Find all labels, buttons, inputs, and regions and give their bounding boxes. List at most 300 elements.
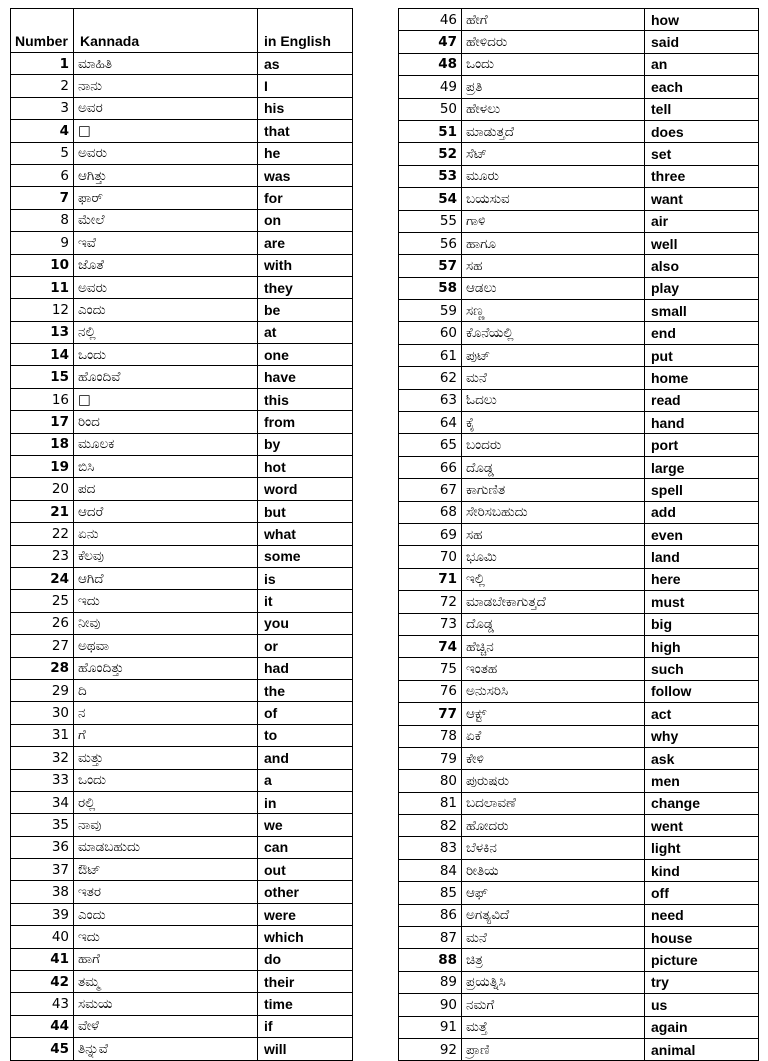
kannada-word: ಮೂಲಕ xyxy=(74,433,258,455)
english-word: was xyxy=(258,164,353,186)
table-row xyxy=(399,120,759,142)
table-row xyxy=(399,949,759,971)
table-row xyxy=(11,747,353,769)
row-number: 84 xyxy=(399,859,462,881)
kannada-word: ಜೊತೆ xyxy=(74,254,258,276)
row-number: 75 xyxy=(399,658,462,680)
table-row xyxy=(399,98,759,120)
table-row xyxy=(11,478,353,500)
row-number: 48 xyxy=(399,53,462,75)
table-row xyxy=(399,971,759,993)
row-number: 28 xyxy=(11,657,74,679)
english-word: big xyxy=(645,613,759,635)
row-number: 18 xyxy=(11,433,74,455)
row-number: 55 xyxy=(399,210,462,232)
row-number: 23 xyxy=(11,545,74,567)
kannada-word: ಅವರ xyxy=(74,97,258,119)
english-word: ask xyxy=(645,747,759,769)
kannada-word: ಹೇಳಲು xyxy=(462,98,645,120)
english-word: spell xyxy=(645,479,759,501)
row-number: 74 xyxy=(399,635,462,657)
kannada-word: ಇದು xyxy=(74,926,258,948)
english-word: his xyxy=(258,97,353,119)
kannada-word: ಹೇಗೆ xyxy=(462,9,645,31)
row-number: 67 xyxy=(399,479,462,501)
table-row xyxy=(11,567,353,589)
english-word: animal xyxy=(645,1038,759,1060)
kannada-word: ನ xyxy=(74,702,258,724)
kannada-word: ನಮಗೆ xyxy=(462,994,645,1016)
table-row xyxy=(11,254,353,276)
row-number: 43 xyxy=(11,993,74,1015)
table-row xyxy=(399,770,759,792)
english-word: large xyxy=(645,456,759,478)
kannada-word: ಹಾಗೆ xyxy=(74,948,258,970)
table-row xyxy=(11,75,353,97)
row-number: 1 xyxy=(11,53,74,75)
english-word: they xyxy=(258,276,353,298)
english-word: add xyxy=(645,501,759,523)
english-word: that xyxy=(258,120,353,142)
kannada-word: ಮನೆ xyxy=(462,367,645,389)
kannada-word: ಮನೆ xyxy=(462,927,645,949)
kannada-word: ನಲ್ಲಿ xyxy=(74,321,258,343)
row-number: 53 xyxy=(399,165,462,187)
kannada-word: ಸೇರಿಸಬಹುದು xyxy=(462,501,645,523)
row-number: 31 xyxy=(11,724,74,746)
english-word: again xyxy=(645,1016,759,1038)
table-row xyxy=(11,299,353,321)
row-number: 21 xyxy=(11,500,74,522)
english-word: does xyxy=(645,120,759,142)
english-word: we xyxy=(258,814,353,836)
english-word: one xyxy=(258,344,353,366)
table-row xyxy=(11,321,353,343)
table-row xyxy=(399,927,759,949)
row-number: 29 xyxy=(11,679,74,701)
word-table-right xyxy=(398,8,759,1061)
kannada-word: ಅಗತ್ಯವಿದೆ xyxy=(462,904,645,926)
row-number: 37 xyxy=(11,859,74,881)
english-word: of xyxy=(258,702,353,724)
table-row xyxy=(399,882,759,904)
row-number: 89 xyxy=(399,971,462,993)
kannada-word: ಓದಲು xyxy=(462,389,645,411)
english-word: at xyxy=(258,321,353,343)
row-number: 87 xyxy=(399,927,462,949)
english-word: want xyxy=(645,188,759,210)
english-word: in xyxy=(258,791,353,813)
english-word: some xyxy=(258,545,353,567)
english-word: port xyxy=(645,434,759,456)
table-row xyxy=(399,344,759,366)
row-number: 52 xyxy=(399,143,462,165)
kannada-word: ಆಗಿತ್ತು xyxy=(74,164,258,186)
kannada-word: ಸಹ xyxy=(462,523,645,545)
english-word: to xyxy=(258,724,353,746)
english-word: three xyxy=(645,165,759,187)
table-row xyxy=(399,747,759,769)
row-number: 81 xyxy=(399,792,462,814)
row-number: 80 xyxy=(399,770,462,792)
kannada-word: ಇತರ xyxy=(74,881,258,903)
kannada-word: ಪ್ರಾಣಿ xyxy=(462,1038,645,1060)
table-row xyxy=(11,993,353,1015)
english-word: high xyxy=(645,635,759,657)
row-number: 25 xyxy=(11,590,74,612)
kannada-word: ಮೂರು xyxy=(462,165,645,187)
row-number: 8 xyxy=(11,209,74,231)
english-word: such xyxy=(645,658,759,680)
word-table-body xyxy=(399,9,759,1061)
table-row xyxy=(399,53,759,75)
table-row xyxy=(11,657,353,679)
kannada-word: □ xyxy=(74,120,258,142)
table-row xyxy=(399,412,759,434)
english-word: it xyxy=(258,590,353,612)
english-word: and xyxy=(258,747,353,769)
row-number: 19 xyxy=(11,456,74,478)
table-row xyxy=(11,948,353,970)
row-number: 77 xyxy=(399,703,462,725)
kannada-word: ಹೊಂದಿವೆ xyxy=(74,366,258,388)
kannada-word: ಮಾಡುತ್ತದೆ xyxy=(462,120,645,142)
table-row xyxy=(11,859,353,881)
table-row xyxy=(11,971,353,993)
row-number: 82 xyxy=(399,815,462,837)
table-row xyxy=(399,277,759,299)
english-word: try xyxy=(645,971,759,993)
table-row xyxy=(399,792,759,814)
row-number: 16 xyxy=(11,388,74,410)
kannada-word: ಮಾಡಬೇಕಾಗುತ್ತದೆ xyxy=(462,591,645,613)
table-row xyxy=(399,568,759,590)
row-number: 44 xyxy=(11,1015,74,1037)
kannada-word: ಪುರುಷರು xyxy=(462,770,645,792)
row-number: 92 xyxy=(399,1038,462,1060)
english-word: the xyxy=(258,679,353,701)
english-word: will xyxy=(258,1038,353,1060)
row-number: 26 xyxy=(11,612,74,634)
row-number: 10 xyxy=(11,254,74,276)
row-number: 72 xyxy=(399,591,462,613)
row-number: 41 xyxy=(11,948,74,970)
row-number: 15 xyxy=(11,366,74,388)
kannada-word: ಸಮಯ xyxy=(74,993,258,1015)
kannada-word: ಒಂದು xyxy=(462,53,645,75)
table-row xyxy=(11,1015,353,1037)
english-word: I xyxy=(258,75,353,97)
kannada-word: ಗಾಳಿ xyxy=(462,210,645,232)
table-row xyxy=(11,903,353,925)
english-word: well xyxy=(645,232,759,254)
table-row xyxy=(399,680,759,702)
kannada-word: ತಮ್ಮ xyxy=(74,971,258,993)
table-row xyxy=(11,164,353,186)
table-row xyxy=(11,1038,353,1060)
kannada-word: □ xyxy=(74,388,258,410)
table-row xyxy=(399,434,759,456)
kannada-word: ದಿ xyxy=(74,679,258,701)
word-table-left xyxy=(10,8,353,1061)
table-row xyxy=(399,479,759,501)
english-word: you xyxy=(258,612,353,634)
row-number: 58 xyxy=(399,277,462,299)
row-number: 57 xyxy=(399,255,462,277)
table-row xyxy=(11,97,353,119)
english-word: small xyxy=(645,300,759,322)
english-word: went xyxy=(645,815,759,837)
kannada-word: ಅವರು xyxy=(74,142,258,164)
table-row xyxy=(11,388,353,410)
english-word: is xyxy=(258,567,353,589)
kannada-word: ಒಂದು xyxy=(74,344,258,366)
kannada-word: ಒಂದು xyxy=(74,769,258,791)
kannada-word: ಇಂತಹ xyxy=(462,658,645,680)
row-number: 73 xyxy=(399,613,462,635)
kannada-word: ಮಾಡಬಹುದು xyxy=(74,836,258,858)
row-number: 36 xyxy=(11,836,74,858)
english-word: light xyxy=(645,837,759,859)
kannada-word: ನಾವು xyxy=(74,814,258,836)
kannada-word: ಮತ್ತೆ xyxy=(462,1016,645,1038)
kannada-word: ಹೇಳಿದರು xyxy=(462,31,645,53)
kannada-word: ಫಾರ್ xyxy=(74,187,258,209)
row-number: 20 xyxy=(11,478,74,500)
row-number: 33 xyxy=(11,769,74,791)
table-row xyxy=(11,635,353,657)
kannada-word: ಪುಟ್ xyxy=(462,344,645,366)
english-word: play xyxy=(645,277,759,299)
row-number: 32 xyxy=(11,747,74,769)
row-number: 38 xyxy=(11,881,74,903)
kannada-word: ಮೇಲೆ xyxy=(74,209,258,231)
table-row xyxy=(399,9,759,31)
row-number: 49 xyxy=(399,76,462,98)
kannada-word: ರಲ್ಲಿ xyxy=(74,791,258,813)
row-number: 12 xyxy=(11,299,74,321)
kannada-word: ಎಂದು xyxy=(74,299,258,321)
english-word: their xyxy=(258,971,353,993)
row-number: 56 xyxy=(399,232,462,254)
kannada-word: ಪ್ರತಿ xyxy=(462,76,645,98)
english-word: kind xyxy=(645,859,759,881)
row-number: 5 xyxy=(11,142,74,164)
english-word: air xyxy=(645,210,759,232)
row-number: 79 xyxy=(399,747,462,769)
english-word: are xyxy=(258,232,353,254)
table-row xyxy=(11,926,353,948)
table-row xyxy=(11,142,353,164)
english-word: land xyxy=(645,546,759,568)
kannada-word: ವೇಳೆ xyxy=(74,1015,258,1037)
english-word: were xyxy=(258,903,353,925)
table-row xyxy=(11,53,353,75)
english-word: he xyxy=(258,142,353,164)
table-row xyxy=(399,165,759,187)
row-number: 54 xyxy=(399,188,462,210)
kannada-word: ರೀತಿಯ xyxy=(462,859,645,881)
kannada-word: ಇಲ್ಲಿ xyxy=(462,568,645,590)
table-row xyxy=(399,300,759,322)
english-word: house xyxy=(645,927,759,949)
kannada-word: ಕಾಗುಣಿತ xyxy=(462,479,645,501)
kannada-word: ಎಂದು xyxy=(74,903,258,925)
column-header-kannada: Kannada xyxy=(74,9,258,53)
kannada-word: ಏನು xyxy=(74,523,258,545)
table-row xyxy=(11,433,353,455)
table-row xyxy=(399,501,759,523)
table-row xyxy=(11,702,353,724)
english-word: have xyxy=(258,366,353,388)
row-number: 3 xyxy=(11,97,74,119)
table-row xyxy=(399,546,759,568)
kannada-word: ಚಿತ್ರ xyxy=(462,949,645,971)
kannada-word: ಸೆಟ್ xyxy=(462,143,645,165)
row-number: 39 xyxy=(11,903,74,925)
table-row xyxy=(11,500,353,522)
table-row xyxy=(11,769,353,791)
english-word: what xyxy=(258,523,353,545)
english-word: us xyxy=(645,994,759,1016)
table-row xyxy=(399,725,759,747)
row-number: 7 xyxy=(11,187,74,209)
table-row xyxy=(399,613,759,635)
row-number: 17 xyxy=(11,411,74,433)
kannada-word: ಗೆ xyxy=(74,724,258,746)
kannada-word: ಆಡಲು xyxy=(462,277,645,299)
row-number: 13 xyxy=(11,321,74,343)
row-number: 22 xyxy=(11,523,74,545)
kannada-word: ಕೈ xyxy=(462,412,645,434)
english-word: home xyxy=(645,367,759,389)
english-word: out xyxy=(258,859,353,881)
kannada-word: ಮಾಹಿತಿ xyxy=(74,53,258,75)
table-row xyxy=(399,210,759,232)
kannada-word: ಆಗಿದೆ xyxy=(74,567,258,589)
table-row xyxy=(399,1016,759,1038)
kannada-word: ಅನುಸರಿಸಿ xyxy=(462,680,645,702)
table-row xyxy=(399,322,759,344)
table-row xyxy=(399,76,759,98)
row-number: 24 xyxy=(11,567,74,589)
kannada-word: ಆಕ್ಟ್ xyxy=(462,703,645,725)
row-number: 6 xyxy=(11,164,74,186)
kannada-word: ಹೆಚ್ಚಿನ xyxy=(462,635,645,657)
kannada-word: ಬಂದರು xyxy=(462,434,645,456)
row-number: 64 xyxy=(399,412,462,434)
table-row xyxy=(11,456,353,478)
english-word: be xyxy=(258,299,353,321)
row-number: 83 xyxy=(399,837,462,859)
english-word: off xyxy=(645,882,759,904)
english-word: each xyxy=(645,76,759,98)
table-row xyxy=(399,635,759,657)
column-header-english: in English xyxy=(258,9,353,53)
english-word: on xyxy=(258,209,353,231)
english-word: act xyxy=(645,703,759,725)
row-number: 63 xyxy=(399,389,462,411)
row-number: 9 xyxy=(11,232,74,254)
row-number: 66 xyxy=(399,456,462,478)
kannada-word: ಕೇಳಿ xyxy=(462,747,645,769)
table-row xyxy=(399,389,759,411)
english-word: said xyxy=(645,31,759,53)
table-row xyxy=(399,188,759,210)
table-row xyxy=(11,881,353,903)
kannada-word: ಅಥವಾ xyxy=(74,635,258,657)
kannada-word: ಕೆಲವು xyxy=(74,545,258,567)
english-word: for xyxy=(258,187,353,209)
table-row xyxy=(11,590,353,612)
kannada-word: ಆಫ್ xyxy=(462,882,645,904)
english-word: change xyxy=(645,792,759,814)
row-number: 69 xyxy=(399,523,462,545)
table-header-row xyxy=(11,9,353,53)
kannada-word: ಸಹ xyxy=(462,255,645,277)
row-number: 27 xyxy=(11,635,74,657)
english-word: how xyxy=(645,9,759,31)
table-row xyxy=(399,815,759,837)
kannada-word: ಇವೆ xyxy=(74,232,258,254)
row-number: 60 xyxy=(399,322,462,344)
table-row xyxy=(11,209,353,231)
kannada-word: ಆದರೆ xyxy=(74,500,258,522)
table-row xyxy=(399,367,759,389)
table-row xyxy=(11,612,353,634)
english-word: with xyxy=(258,254,353,276)
table-row xyxy=(399,859,759,881)
row-number: 46 xyxy=(399,9,462,31)
table-row xyxy=(11,545,353,567)
table-row xyxy=(11,679,353,701)
table-row xyxy=(399,904,759,926)
table-row xyxy=(399,232,759,254)
table-row xyxy=(399,591,759,613)
table-row xyxy=(11,120,353,142)
table-row xyxy=(11,814,353,836)
kannada-word: ಬೆಳಕಿನ xyxy=(462,837,645,859)
english-word: must xyxy=(645,591,759,613)
english-word: put xyxy=(645,344,759,366)
row-number: 45 xyxy=(11,1038,74,1060)
english-word: read xyxy=(645,389,759,411)
english-word: even xyxy=(645,523,759,545)
row-number: 14 xyxy=(11,344,74,366)
english-word: end xyxy=(645,322,759,344)
english-word: follow xyxy=(645,680,759,702)
english-word: by xyxy=(258,433,353,455)
row-number: 78 xyxy=(399,725,462,747)
english-word: this xyxy=(258,388,353,410)
kannada-word: ನಾನು xyxy=(74,75,258,97)
table-row xyxy=(11,724,353,746)
table-row xyxy=(11,366,353,388)
kannada-word: ಏಕೆ xyxy=(462,725,645,747)
word-table-body xyxy=(11,9,353,1061)
table-row xyxy=(11,411,353,433)
table-row xyxy=(11,232,353,254)
row-number: 11 xyxy=(11,276,74,298)
english-word: had xyxy=(258,657,353,679)
kannada-word: ಹಾಗೂ xyxy=(462,232,645,254)
kannada-word: ಸಣ್ಣ xyxy=(462,300,645,322)
row-number: 59 xyxy=(399,300,462,322)
row-number: 86 xyxy=(399,904,462,926)
kannada-word: ಬದಲಾವಣೆ xyxy=(462,792,645,814)
kannada-word: ಮತ್ತು xyxy=(74,747,258,769)
kannada-word: ಭೂಮಿ xyxy=(462,546,645,568)
